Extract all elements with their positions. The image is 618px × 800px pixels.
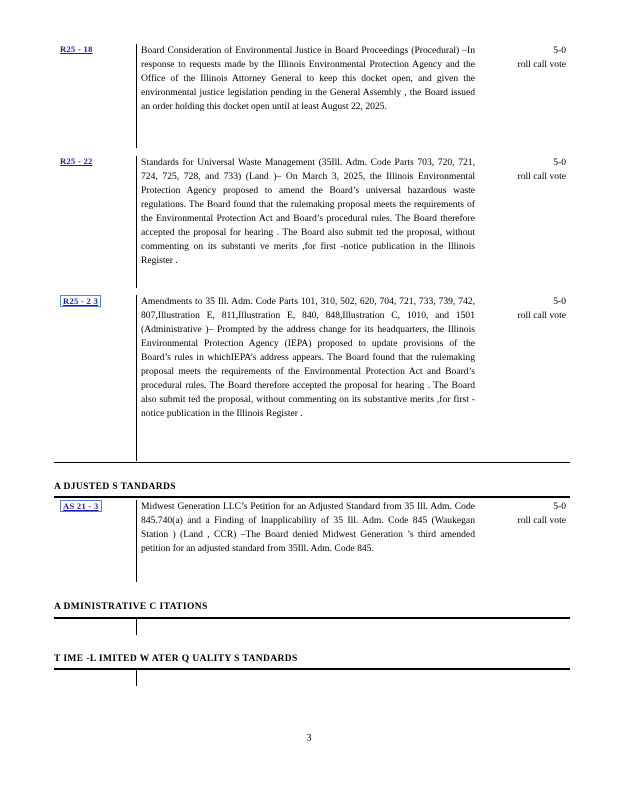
vote-count: 5-0 [553, 296, 566, 307]
vote-type: roll call vote [517, 515, 566, 526]
entry-description: Midwest Generation LLC’s Petition for an Adjusted Standard from 35 Ill. Adm. Code 845.740(a) and a Finding of Inapplicability of 35 Ill. Adm. Code 845 (Waukegan Station ) (Land , CCR) –The Board denied Midwest Generation ’s third amended petition for an adjusted standard from 35Ill. Adm. Code 845. [141, 501, 475, 554]
column-divider [136, 500, 137, 582]
docket-link[interactable]: R25 - 22 [60, 156, 93, 166]
entry-description: Board Consideration of Environmental Justice in Board Proceedings (Procedural) –In response to requests made by the Illinois Environmental Protection Agency and the Office of the Illinois Attorney General to keep this docket open, and given the environmental justice legislation pending in the General Assembly , the Board issued an order holding this docket open until at least August 22, 2025. [141, 45, 475, 112]
vote-count: 5-0 [553, 501, 566, 512]
vote-type: roll call vote [517, 310, 566, 321]
vote-count: 5-0 [553, 157, 566, 168]
vote-type: roll call vote [517, 59, 566, 70]
column-divider [136, 670, 137, 686]
section-heading-adjusted-standards: A DJUSTED S TANDARDS [54, 482, 176, 492]
vote-result [494, 295, 566, 323]
section-heading-administrative-citations: A DMINISTRATIVE C ITATIONS [54, 602, 208, 612]
vote-result [494, 156, 566, 184]
entry-description: Amendments to 35 Ill. Adm. Code Parts 101, 310, 502, 620, 704, 721, 733, 739, 742, 807,Illustration E, 811,Illustration E, 840, 848,Illustration C, 1010, and 1501 (Administrative )– Prompted by the address change for its headquarters, the Illinois Environmental Protection Agency (IEPA) proposed to update provisions of the Board’s rules in whichIEPA’s address appears. The Board found that the rulemaking proposal meets the requirements of the Environmental Protection Act and Board’s procedural rules. The Board therefore accepted the proposal for hearing . The Board also submit ted the proposal, without commenting on its substantive merits ,for first -notice publication in the Illinois Register . [141, 296, 475, 419]
vote-result [494, 500, 566, 528]
docket-link[interactable]: AS 21 - 3 [60, 500, 102, 512]
docket-link[interactable]: R25 - 2 3 [60, 295, 101, 307]
column-divider [136, 295, 137, 461]
column-divider [136, 619, 137, 635]
page-number: 3 [306, 733, 312, 744]
entry-description: Standards for Universal Waste Management (35Ill. Adm. Code Parts 703, 720, 721, 724, 725, 728, and 733) (Land )– On March 3, 2025, the Illinois Environmental Protection Agency proposed to amend the Board’s universal hazardous waste regulations. The Board found that the rulemaking proposal meets the requirements of the Environmental Protection Act and Board’s procedural rules. The Board therefore accepted the proposal for hearing . The Board also submit ted the proposal, without commenting on its substanti ve merits ,for first -notice publication in the Illinois Register . [141, 157, 475, 266]
column-divider [136, 44, 137, 148]
section-heading-time-limited: T IME -L IMITED W ATER Q UALITY S TANDARDS [54, 654, 298, 664]
vote-type: roll call vote [517, 171, 566, 182]
docket-link[interactable]: R25 - 18 [60, 44, 93, 54]
vote-result [494, 44, 566, 72]
section-rule [54, 668, 570, 670]
section-divider [54, 462, 570, 463]
section-rule [54, 496, 570, 498]
vote-count: 5-0 [553, 45, 566, 56]
section-rule [54, 617, 570, 619]
column-divider [136, 156, 137, 288]
